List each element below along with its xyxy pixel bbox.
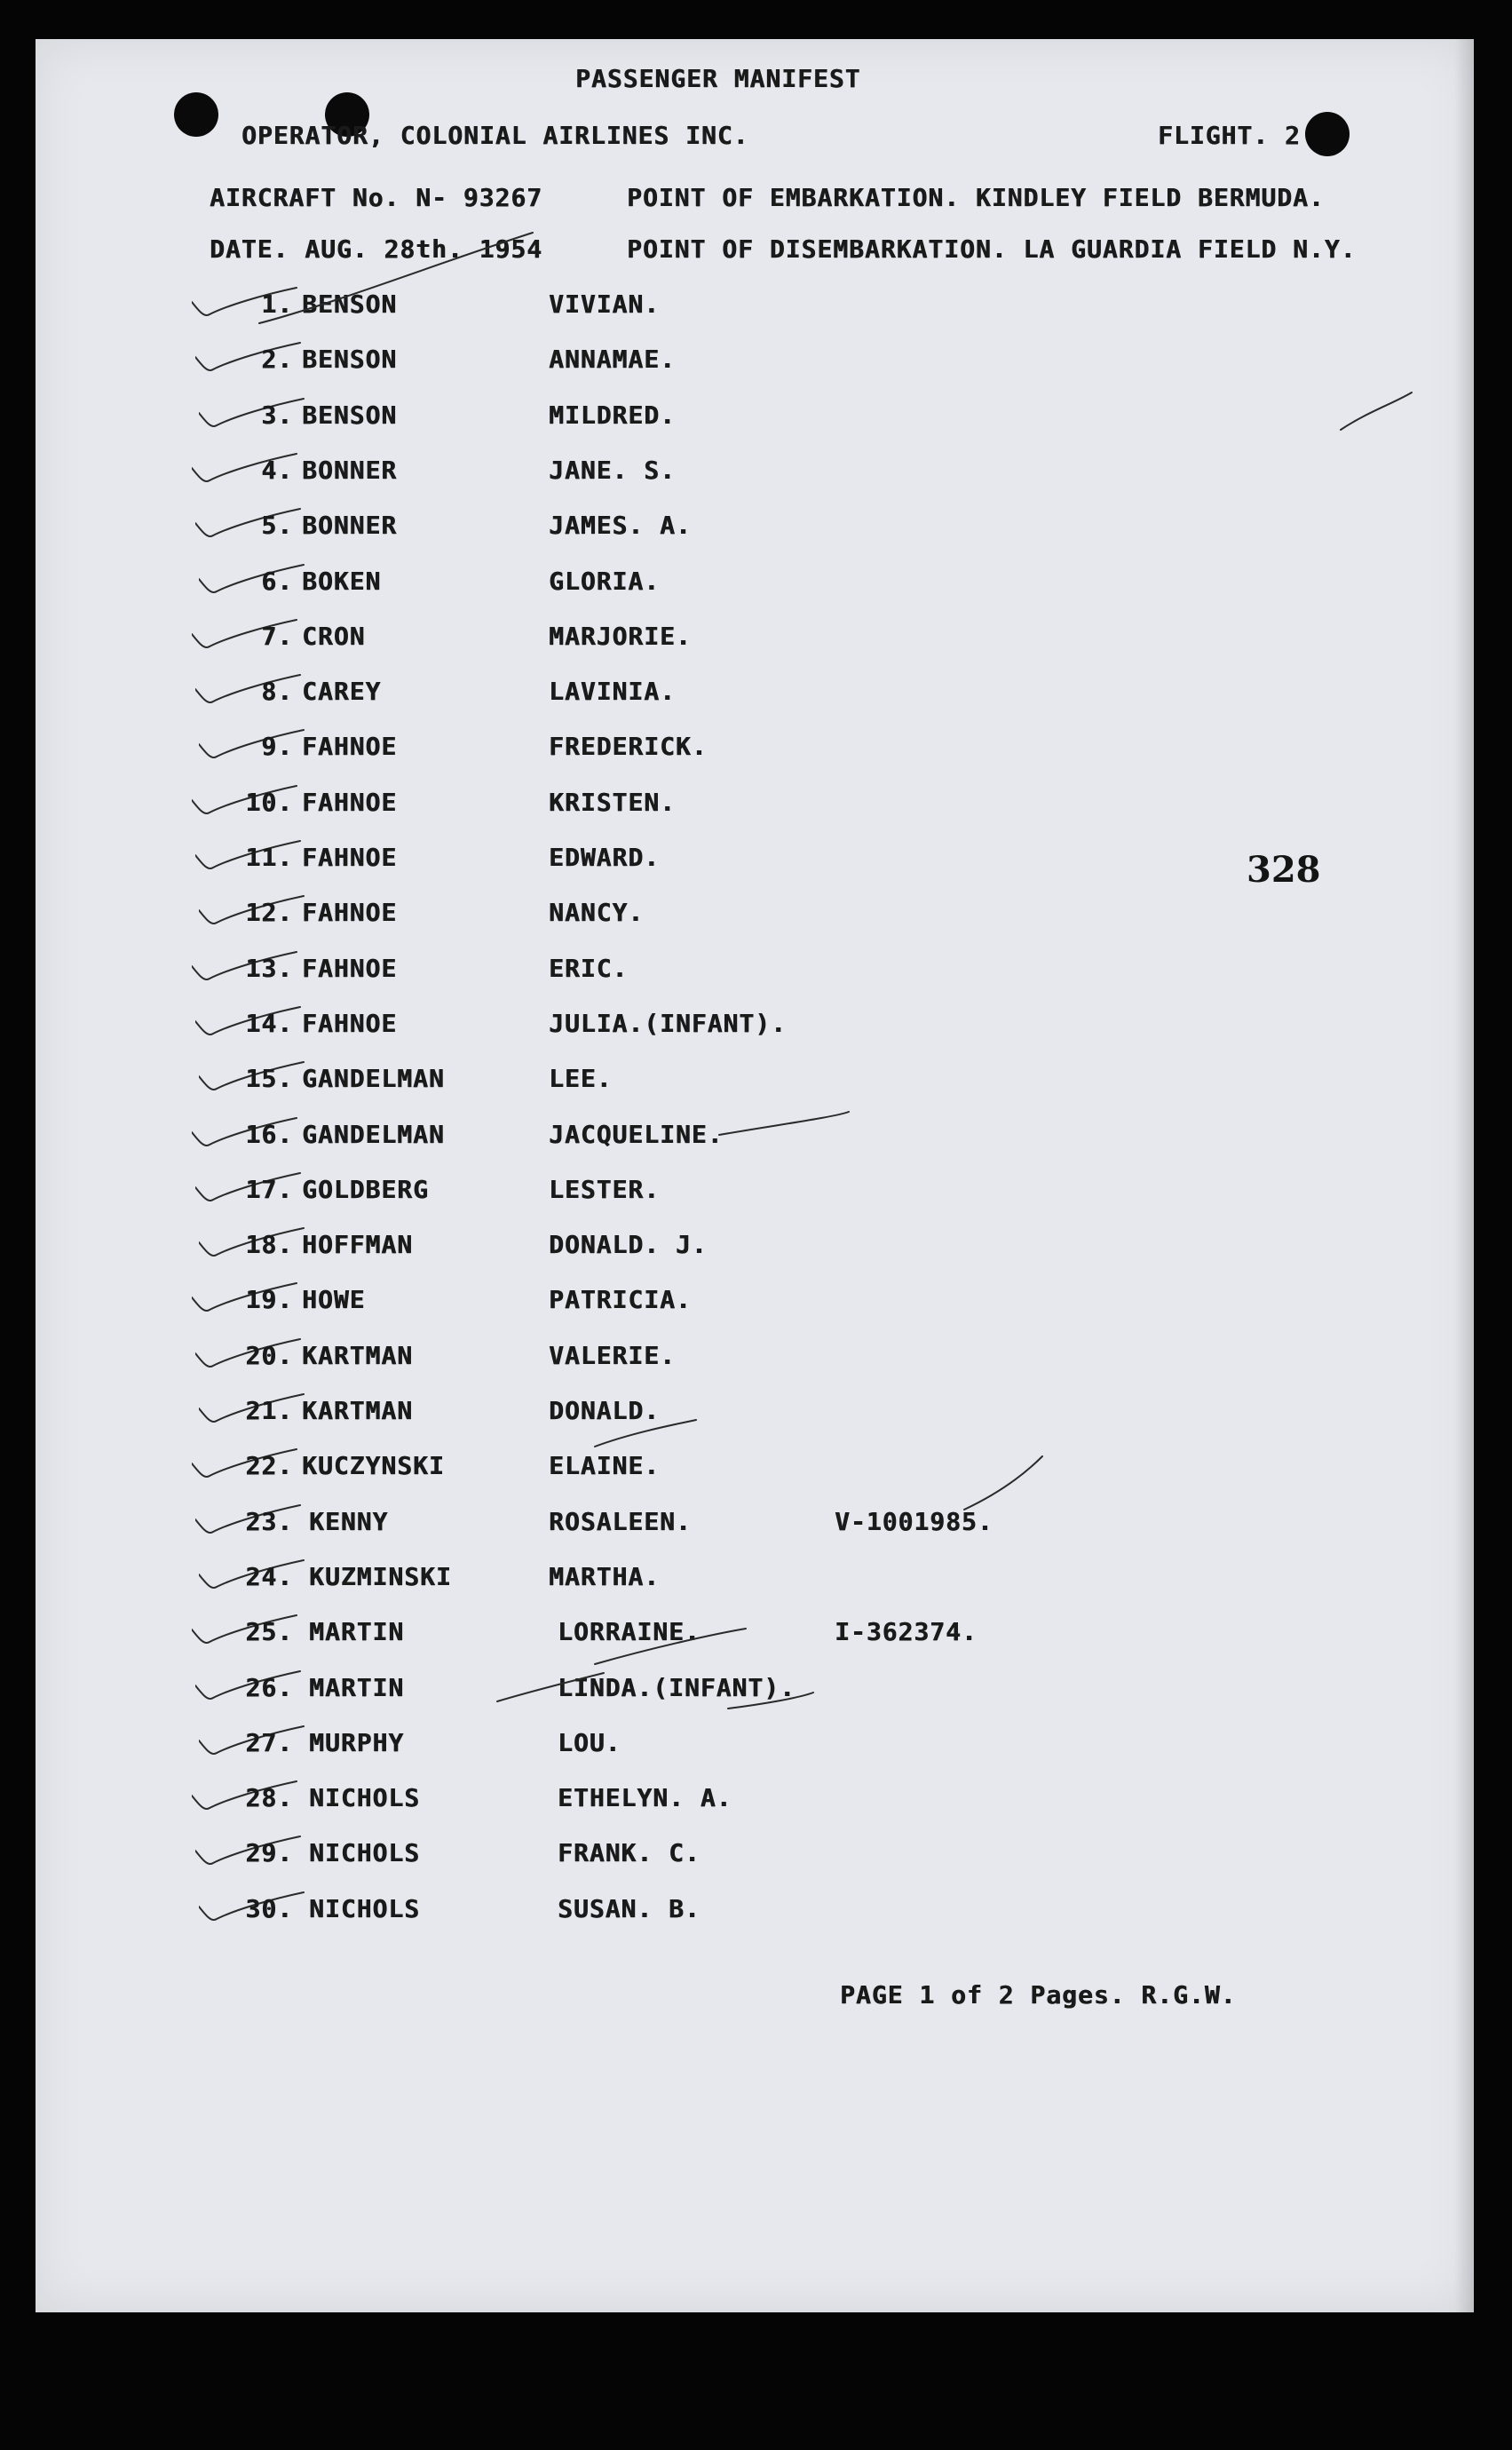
passenger-given-name: FREDERICK. xyxy=(549,732,708,762)
passenger-number: 30. xyxy=(245,1893,293,1923)
passenger-surname: FAHNOE xyxy=(302,787,398,817)
passenger-number: 14. xyxy=(245,1008,293,1038)
passenger-given-name: LORRAINE. xyxy=(558,1617,701,1647)
passenger-given-name: ERIC. xyxy=(549,953,629,983)
passenger-row xyxy=(36,1396,1474,1449)
passenger-row xyxy=(36,1009,1474,1062)
aircraft-number: AIRCRAFT No. N- 93267 xyxy=(210,183,543,212)
passenger-number: 29. xyxy=(245,1838,293,1868)
embarkation-point: POINT OF EMBARKATION. KINDLEY FIELD BERMUDA. xyxy=(627,183,1325,212)
passenger-number: 12. xyxy=(245,898,293,928)
passenger-surname: FAHNOE xyxy=(302,953,398,983)
passenger-surname: NICHOLS xyxy=(309,1893,421,1923)
passenger-number: 27. xyxy=(245,1727,293,1757)
passenger-surname: BONNER xyxy=(302,455,398,485)
passenger-given-name: GLORIA. xyxy=(549,566,661,596)
passenger-row xyxy=(36,843,1474,896)
passenger-surname: FAHNOE xyxy=(302,843,398,872)
passenger-surname: BENSON xyxy=(302,289,398,319)
passenger-row xyxy=(36,1451,1474,1504)
passenger-given-name: PATRICIA. xyxy=(549,1285,692,1315)
passenger-row xyxy=(36,732,1474,785)
passenger-row xyxy=(36,788,1474,841)
passenger-number: 7. xyxy=(261,621,293,651)
passenger-given-name: ROSALEEN. xyxy=(549,1506,692,1536)
passenger-row xyxy=(36,289,1474,343)
passenger-number: 19. xyxy=(245,1285,293,1315)
passenger-row xyxy=(36,1285,1474,1338)
passenger-given-name: LESTER. xyxy=(549,1174,661,1204)
passenger-surname: NICHOLS xyxy=(309,1783,421,1813)
passenger-given-name: JAMES. A. xyxy=(549,511,692,541)
passenger-surname: MARTIN xyxy=(309,1672,405,1702)
passenger-number: 4. xyxy=(261,455,293,485)
passenger-number: 24. xyxy=(245,1561,293,1591)
passenger-row xyxy=(36,622,1474,675)
passenger-given-name: LEE. xyxy=(549,1064,613,1094)
passenger-row xyxy=(36,1175,1474,1228)
manifest-date: DATE. AUG. 28th. 1954 xyxy=(210,234,543,264)
passenger-surname: KARTMAN xyxy=(302,1396,414,1425)
passenger-given-name: ANNAMAE. xyxy=(549,345,676,375)
passenger-number: 6. xyxy=(261,566,293,596)
passenger-row xyxy=(36,1838,1474,1891)
passenger-document-number: V-1001985. xyxy=(835,1506,993,1536)
passenger-row xyxy=(36,1783,1474,1836)
passenger-surname: FAHNOE xyxy=(302,898,398,928)
passenger-given-name: NANCY. xyxy=(549,898,645,928)
passenger-number: 23. xyxy=(245,1506,293,1536)
page-footer: PAGE 1 of 2 Pages. R.G.W. xyxy=(840,1980,1237,2010)
passenger-number: 2. xyxy=(261,345,293,375)
passenger-surname: KARTMAN xyxy=(302,1340,414,1370)
passenger-number: 25. xyxy=(245,1617,293,1647)
passenger-row xyxy=(36,1617,1474,1670)
passenger-given-name: VIVIAN. xyxy=(549,289,661,319)
passenger-row xyxy=(36,345,1474,398)
passenger-surname: KUCZYNSKI xyxy=(302,1451,445,1481)
passenger-given-name: EDWARD. xyxy=(549,843,661,872)
passenger-row xyxy=(36,1728,1474,1781)
passenger-row xyxy=(36,567,1474,620)
passenger-given-name: MARJORIE. xyxy=(549,621,692,651)
passenger-surname: KUZMINSKI xyxy=(309,1561,452,1591)
flight-number: FLIGHT. 2 xyxy=(1158,121,1301,150)
passenger-row xyxy=(36,1120,1474,1173)
passenger-row xyxy=(36,677,1474,730)
passenger-number: 8. xyxy=(261,677,293,707)
passenger-surname: MARTIN xyxy=(309,1617,405,1647)
passenger-surname: MURPHY xyxy=(309,1727,405,1757)
passenger-number: 17. xyxy=(245,1174,293,1204)
passenger-number: 28. xyxy=(245,1783,293,1813)
passenger-row xyxy=(36,1507,1474,1560)
passenger-number: 16. xyxy=(245,1119,293,1149)
passenger-row xyxy=(36,1673,1474,1726)
passenger-row xyxy=(36,898,1474,951)
punch-hole-left-1 xyxy=(174,92,218,137)
passenger-number: 22. xyxy=(245,1451,293,1481)
passenger-given-name: DONALD. J. xyxy=(549,1230,708,1260)
passenger-number: 21. xyxy=(245,1396,293,1425)
passenger-document-number: I-362374. xyxy=(835,1617,978,1647)
passenger-row xyxy=(36,1894,1474,1947)
passenger-surname: GANDELMAN xyxy=(302,1119,445,1149)
passenger-number: 1. xyxy=(261,289,293,319)
passenger-surname: BENSON xyxy=(302,400,398,430)
passenger-row xyxy=(36,1230,1474,1283)
passenger-surname: HOWE xyxy=(302,1285,366,1315)
passenger-surname: GANDELMAN xyxy=(302,1064,445,1094)
passenger-row xyxy=(36,1562,1474,1615)
passenger-surname: BONNER xyxy=(302,511,398,541)
disembarkation-point: POINT OF DISEMBARKATION. LA GUARDIA FIELD N.Y. xyxy=(627,234,1357,264)
passenger-given-name: KRISTEN. xyxy=(549,787,676,817)
passenger-given-name: DONALD. xyxy=(549,1396,661,1425)
passenger-surname: CAREY xyxy=(302,677,382,707)
passenger-number: 20. xyxy=(245,1340,293,1370)
passenger-surname: FAHNOE xyxy=(302,732,398,762)
passenger-number: 11. xyxy=(245,843,293,872)
passenger-given-name: LOU. xyxy=(558,1727,621,1757)
passenger-number: 15. xyxy=(245,1064,293,1094)
passenger-given-name: JULIA.(INFANT). xyxy=(549,1008,787,1038)
passenger-row xyxy=(36,1064,1474,1117)
passenger-row xyxy=(36,954,1474,1007)
passenger-surname: GOLDBERG xyxy=(302,1174,429,1204)
passenger-number: 13. xyxy=(245,953,293,983)
passenger-given-name: LAVINIA. xyxy=(549,677,676,707)
passenger-given-name: VALERIE. xyxy=(549,1340,676,1370)
passenger-row xyxy=(36,1341,1474,1394)
passenger-row xyxy=(36,511,1474,564)
passenger-surname: BENSON xyxy=(302,345,398,375)
passenger-given-name: ETHELYN. A. xyxy=(558,1783,732,1813)
punch-hole-right xyxy=(1305,112,1350,156)
passenger-given-name: JANE. S. xyxy=(549,455,676,485)
passenger-number: 10. xyxy=(245,787,293,817)
passenger-surname: NICHOLS xyxy=(309,1838,421,1868)
passenger-given-name: SUSAN. B. xyxy=(558,1893,701,1923)
passenger-given-name: ELAINE. xyxy=(549,1451,661,1481)
passenger-given-name: JACQUELINE. xyxy=(549,1119,724,1149)
passenger-number: 3. xyxy=(261,400,293,430)
passenger-surname: CRON xyxy=(302,621,366,651)
passenger-number: 9. xyxy=(261,732,293,762)
passenger-number: 26. xyxy=(245,1672,293,1702)
passenger-row xyxy=(36,400,1474,454)
passenger-given-name: LINDA.(INFANT). xyxy=(558,1672,796,1702)
operator-line: OPERATOR, COLONIAL AIRLINES INC. xyxy=(241,121,749,150)
passenger-surname: FAHNOE xyxy=(302,1008,398,1038)
passenger-given-name: FRANK. C. xyxy=(558,1838,701,1868)
passenger-row xyxy=(36,456,1474,509)
passenger-surname: KENNY xyxy=(309,1506,389,1536)
manifest-title: PASSENGER MANIFEST xyxy=(575,64,861,93)
passenger-number: 5. xyxy=(261,511,293,541)
passenger-number: 18. xyxy=(245,1230,293,1260)
passenger-surname: BOKEN xyxy=(302,566,382,596)
stamp-number: 328 xyxy=(1247,849,1321,891)
passenger-given-name: MILDRED. xyxy=(549,400,676,430)
passenger-surname: HOFFMAN xyxy=(302,1230,414,1260)
manifest-page xyxy=(36,39,1474,2312)
passenger-given-name: MARTHA. xyxy=(549,1561,661,1591)
